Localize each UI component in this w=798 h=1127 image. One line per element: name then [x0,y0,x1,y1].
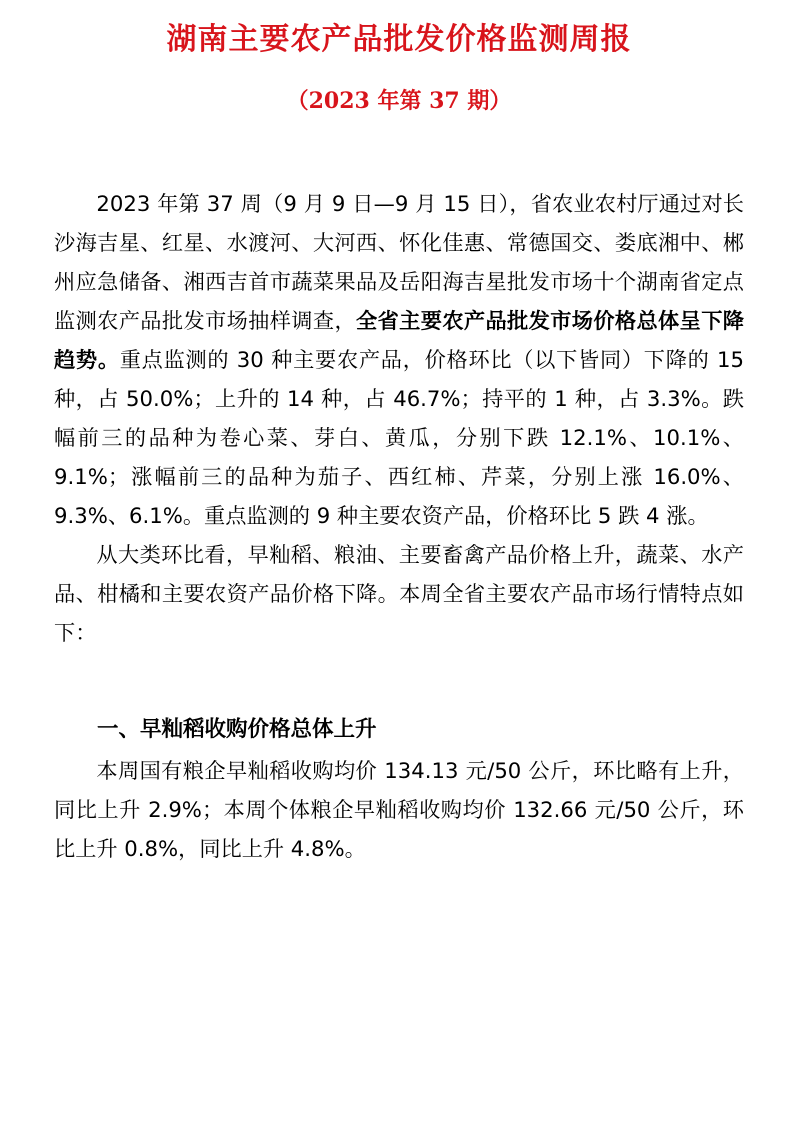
intro-paragraph [54,184,744,535]
report-body [54,184,744,868]
report-title: 湖南主要农产品批发价格监测周报 [166,22,632,57]
category-summary-paragraph: 从大类环比看，早籼稻、粮油、主要畜禽产品价格上升，蔬菜、水产品、柑橘和主要农资产品价格下降。本周全省主要农产品市场行情特点如下： [54,542,744,645]
intro-text-1: 2023 年第 37 周（9 月 9 日—9 月 15 日），省农业农村厅通过对长沙海吉星、红星、水渡河、大河西、怀化佳惠、常德国交、娄底湘中、郴州应急储备、湘西吉首市蔬菜果品及岳阳海吉星批发市场十个湖南省定点监测农产品批发市场抽样调查， [54,191,744,333]
rice-price-paragraph: 本周国有粮企早籼稻收购均价 134.13 元/50 公斤，环比略有上升，同比上升 2.9%；本周个体粮企早籼稻收购均价 132.66 元/50 公斤，环比上升 0.8%，同比上升 4.8%。 [54,758,744,861]
intro-key-finding: 全省主要农产品批发市场价格总体呈下降趋势。 [54,308,744,372]
report-issue: （2023 年第 37 期） [286,88,512,114]
section-heading-rice: 一、早籼稻收购价格总体上升 [97,717,377,742]
intro-text-2: 重点监测的 30 种主要农产品，价格环比（以下皆同）下降的 15 种，占 50.0%；上升的 14 种，占 46.7%；持平的 1 种，占 3.3%。跌幅前三的品种为卷心菜、芽白、黄瓜，分别下跌 12.1%、10.1%、9.1%；涨幅前三的品种为茄子、西红柿、芹菜，分别上涨 16.0%、9.3%、6.1%。重点监测的 9 种主要农资产品，价格环比 5 跌 4 涨。 [54,347,744,528]
